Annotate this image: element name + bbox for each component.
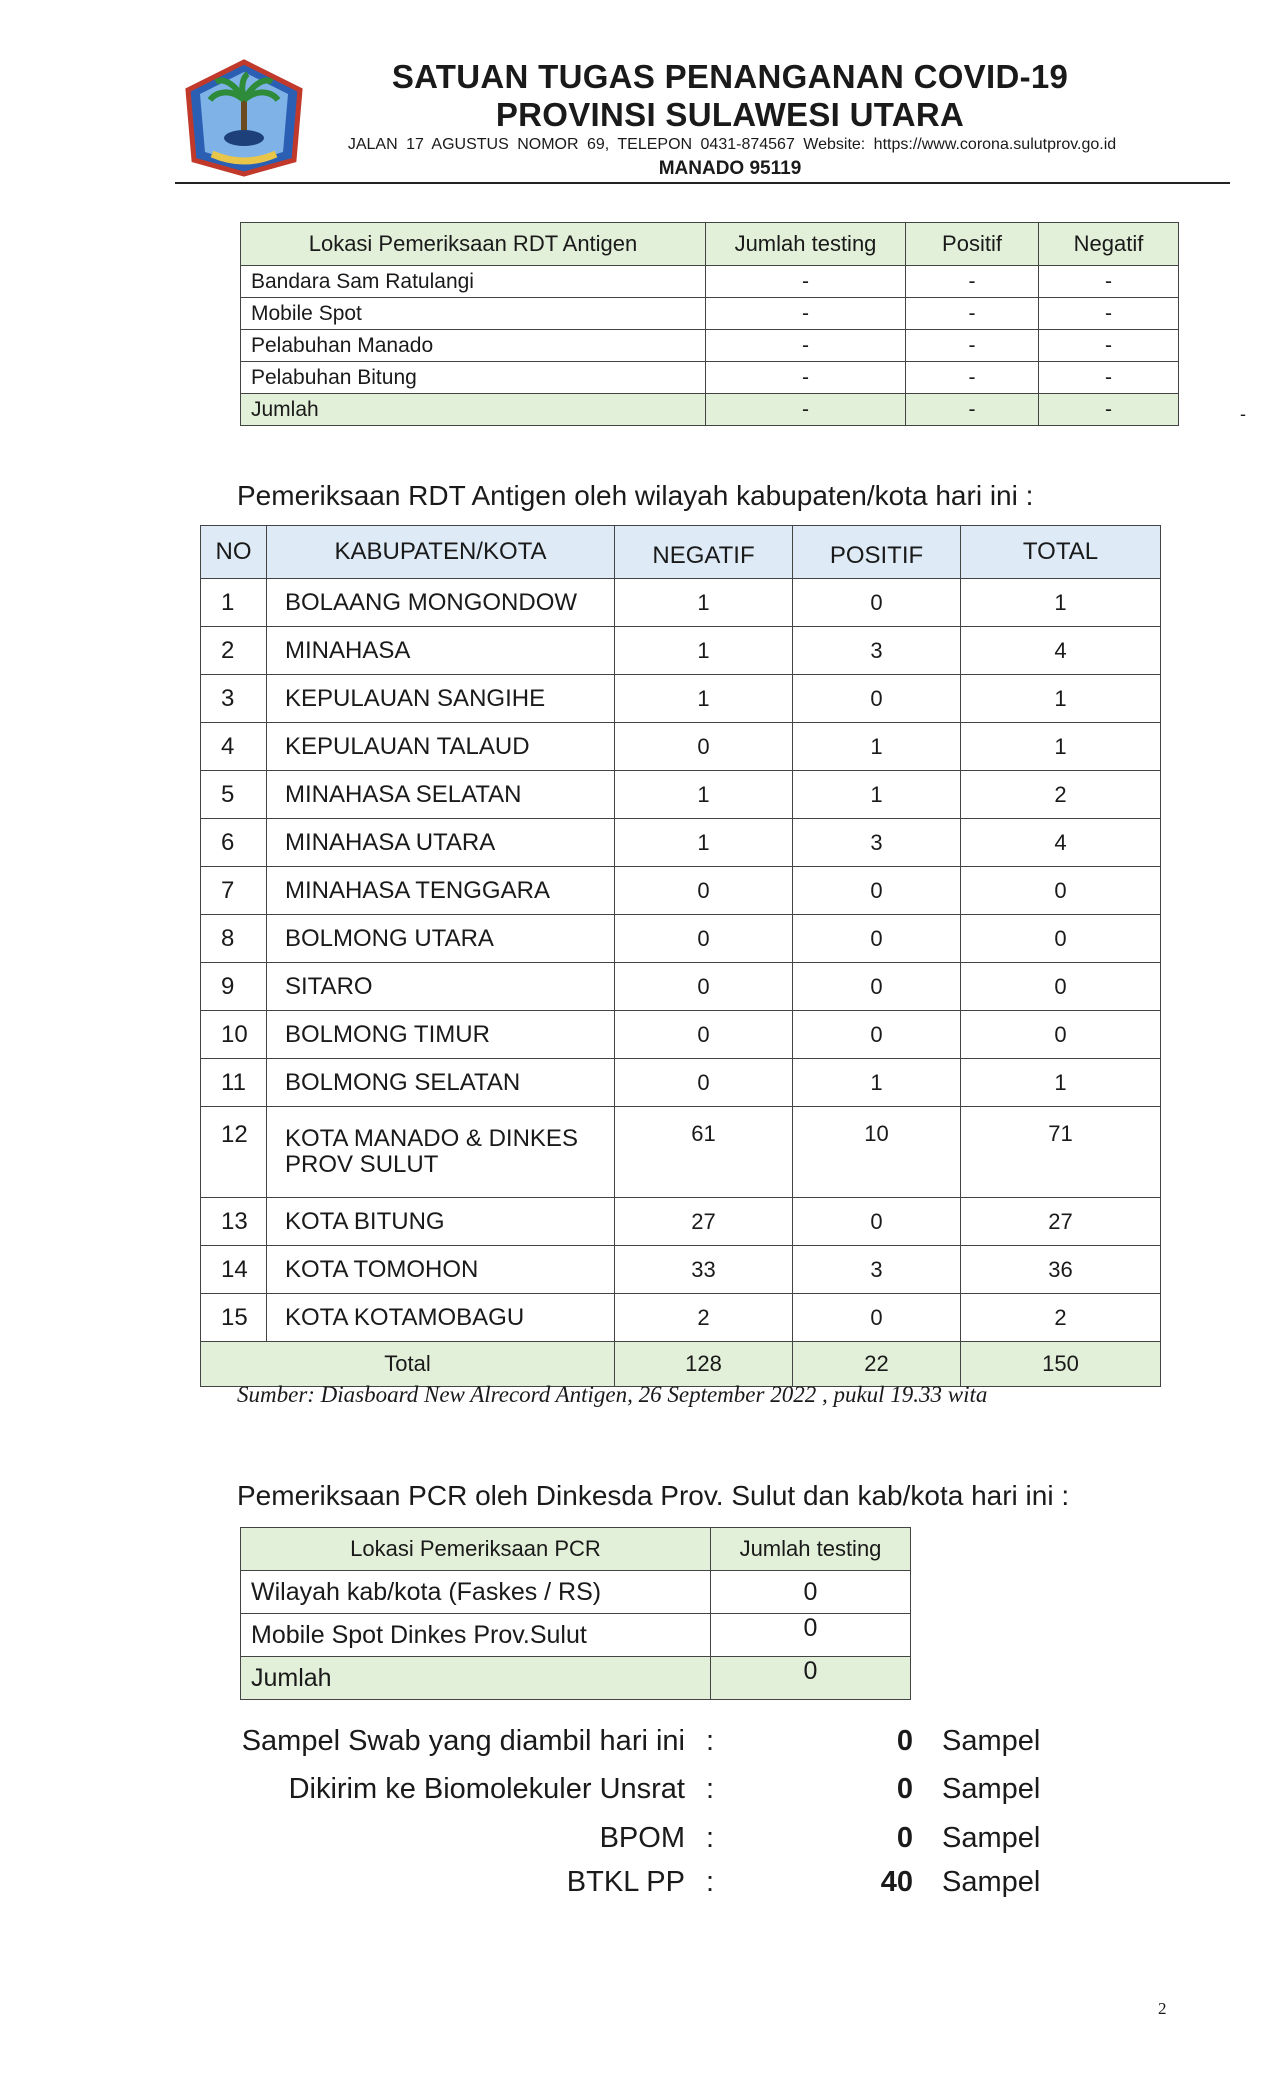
cell-testing: - [706, 298, 906, 330]
cell-no: 3 [201, 675, 267, 723]
cell-no: 6 [201, 819, 267, 867]
rdt-region-table [200, 525, 1161, 1387]
table-row [201, 819, 1161, 867]
sample-label: BPOM [599, 1822, 685, 1854]
cell-region: SITARO [267, 963, 615, 1011]
cell-positive: 0 [793, 675, 961, 723]
col-header-negative: NEGATIF [615, 526, 793, 579]
cell-negative: - [1039, 330, 1179, 362]
cell-location: Mobile Spot [241, 298, 706, 330]
cell-negative: 1 [615, 771, 793, 819]
cell-region: KEPULAUAN SANGIHE [267, 675, 615, 723]
cell-total: 1 [961, 579, 1161, 627]
cell-pcr-total-label: Jumlah [241, 1657, 711, 1700]
cell-negative: 27 [615, 1198, 793, 1246]
cell-positive: 3 [793, 627, 961, 675]
cell-negative: 1 [615, 675, 793, 723]
cell-positive: 0 [793, 1198, 961, 1246]
cell-location: Pelabuhan Bitung [241, 362, 706, 394]
cell-region: MINAHASA SELATAN [267, 771, 615, 819]
cell-total: 1 [961, 723, 1161, 771]
sample-row-btkl [0, 1866, 1275, 1906]
cell-positive: - [906, 266, 1039, 298]
table-row [201, 1198, 1161, 1246]
cell-negative: - [1039, 298, 1179, 330]
sample-unit: Sampel [942, 1773, 1041, 1805]
cell-negative: - [1039, 266, 1179, 298]
cell-location: Bandara Sam Ratulangi [241, 266, 706, 298]
cell-region: MINAHASA UTARA [267, 819, 615, 867]
sample-label: Dikirim ke Biomolekuler Unsrat [288, 1773, 685, 1805]
cell-region: BOLMONG UTARA [267, 915, 615, 963]
cell-total: 4 [961, 627, 1161, 675]
cell-positive: 0 [793, 579, 961, 627]
page-number: 2 [1158, 1999, 1167, 2018]
source-note: Sumber: Diasboard New Alrecord Antigen, 26 September 2022 , pukul 19.33 wita [237, 1382, 988, 1407]
cell-positive: 0 [793, 963, 961, 1011]
header-divider [175, 182, 1230, 184]
cell-total-positive: 22 [793, 1342, 961, 1387]
cell-positive: - [906, 298, 1039, 330]
cell-location: Pelabuhan Manado [241, 330, 706, 362]
col-header-pcr-location: Lokasi Pemeriksaan PCR [241, 1528, 711, 1571]
table-total-row [241, 394, 1179, 426]
cell-no: 5 [201, 771, 267, 819]
cell-no: 1 [201, 579, 267, 627]
cell-no: 13 [201, 1198, 267, 1246]
table-row [201, 1246, 1161, 1294]
cell-region: KOTA BITUNG [267, 1198, 615, 1246]
cell-no: 2 [201, 627, 267, 675]
cell-testing: - [706, 266, 906, 298]
cell-testing: - [706, 330, 906, 362]
col-header-negative: Negatif [1039, 223, 1179, 266]
cell-positive: - [906, 330, 1039, 362]
cell-testing: - [706, 362, 906, 394]
cell-total: 0 [961, 963, 1161, 1011]
cell-positive: 0 [793, 1011, 961, 1059]
table-row [241, 362, 1179, 394]
cell-region: KOTA MANADO & DINKES PROV SULUT [267, 1107, 615, 1198]
sample-unit: Sampel [942, 1725, 1041, 1757]
cell-positive: 1 [793, 723, 961, 771]
sample-row-bpom [0, 1822, 1275, 1862]
cell-positive: 0 [793, 1294, 961, 1342]
cell-positive: 3 [793, 819, 961, 867]
cell-no: 10 [201, 1011, 267, 1059]
cell-positive: 1 [793, 1059, 961, 1107]
cell-negative: - [1039, 362, 1179, 394]
cell-region: KOTA KOTAMOBAGU [267, 1294, 615, 1342]
sample-value: 0 [896, 1725, 913, 1757]
table-row [201, 1294, 1161, 1342]
sample-value: 0 [896, 1773, 913, 1805]
cell-positive: 10 [793, 1107, 961, 1198]
cell-total-label: Total [201, 1342, 615, 1387]
cell-total: 2 [961, 771, 1161, 819]
table-row [201, 915, 1161, 963]
section-title-pcr: Pemeriksaan PCR oleh Dinkesda Prov. Sulut dan kab/kota hari ini : [237, 1480, 1070, 1511]
table-row [201, 723, 1161, 771]
cell-no: 14 [201, 1246, 267, 1294]
col-header-testing: Jumlah testing [706, 223, 906, 266]
cell-total-label: Jumlah [241, 394, 706, 426]
cell-negative: 2 [615, 1294, 793, 1342]
cell-no: 15 [201, 1294, 267, 1342]
table-row [201, 627, 1161, 675]
sample-row-swab [0, 1725, 1275, 1765]
col-header-positive: POSITIF [793, 526, 961, 579]
table-row [241, 298, 1179, 330]
sample-unit: Sampel [942, 1866, 1041, 1898]
cell-negative: 1 [615, 627, 793, 675]
cell-total: 2 [961, 1294, 1161, 1342]
cell-total: 0 [961, 1011, 1161, 1059]
sample-colon: : [706, 1725, 715, 1757]
cell-total-negative: 128 [615, 1342, 793, 1387]
cell-positive: - [906, 362, 1039, 394]
cell-no: 8 [201, 915, 267, 963]
table-row [201, 1107, 1161, 1198]
cell-negative: 33 [615, 1246, 793, 1294]
table-header-row [241, 1528, 911, 1571]
section-title-rdt-region: Pemeriksaan RDT Antigen oleh wilayah kabupaten/kota hari ini : [237, 480, 1034, 511]
cell-negative: 0 [615, 915, 793, 963]
table-row [201, 867, 1161, 915]
cell-pcr-location: Wilayah kab/kota (Faskes / RS) [241, 1571, 711, 1614]
table-header-row [241, 223, 1179, 266]
table-row [201, 771, 1161, 819]
cell-negative: 0 [615, 1059, 793, 1107]
cell-positive: 0 [793, 867, 961, 915]
sample-row-unsrat [0, 1773, 1275, 1813]
cell-negative: 0 [615, 963, 793, 1011]
cell-no: 9 [201, 963, 267, 1011]
table-row [201, 963, 1161, 1011]
sample-colon: : [706, 1822, 715, 1854]
cell-pcr-total-value: 0 [711, 1657, 911, 1700]
sample-label: BTKL PP [566, 1866, 685, 1898]
table-row [241, 1614, 911, 1657]
province-emblem-icon [182, 58, 306, 178]
sample-value: 0 [896, 1822, 913, 1854]
header-address: JALAN 17 AGUSTUS NOMOR 69, TELEPON 0431-874567 Website: https://www.corona.sulutprov.go.id [347, 136, 1117, 153]
table-row [201, 1059, 1161, 1107]
col-header-location: Lokasi Pemeriksaan RDT Antigen [241, 223, 706, 266]
col-header-positive: Positif [906, 223, 1039, 266]
cell-pcr-testing: 0 [711, 1571, 911, 1614]
table-row [201, 579, 1161, 627]
cell-negative: 1 [615, 819, 793, 867]
cell-no: 7 [201, 867, 267, 915]
cell-region: MINAHASA TENGGARA [267, 867, 615, 915]
cell-positive: 3 [793, 1246, 961, 1294]
cell-pcr-location: Mobile Spot Dinkes Prov.Sulut [241, 1614, 711, 1657]
cell-pcr-testing: 0 [711, 1614, 911, 1657]
cell-region: MINAHASA [267, 627, 615, 675]
table-header-row [201, 526, 1161, 579]
col-header-pcr-testing: Jumlah testing [711, 1528, 911, 1571]
cell-total: 0 [961, 867, 1161, 915]
cell-region: KEPULAUAN TALAUD [267, 723, 615, 771]
col-header-no: NO [201, 526, 267, 579]
cell-total: 1 [961, 675, 1161, 723]
cell-total: 71 [961, 1107, 1161, 1198]
pcr-table [240, 1527, 911, 1700]
table-total-row [201, 1342, 1161, 1387]
cell-negative: 0 [615, 723, 793, 771]
header-title-line1: SATUAN TUGAS PENANGANAN COVID-19 [391, 58, 1069, 95]
cell-negative: 0 [615, 867, 793, 915]
table-row [241, 266, 1179, 298]
sample-colon: : [706, 1866, 715, 1898]
col-header-region: KABUPATEN/KOTA [267, 526, 615, 579]
cell-total: 4 [961, 819, 1161, 867]
cell-total-negative: - [1039, 394, 1179, 426]
cell-total-positive: - [906, 394, 1039, 426]
cell-region: BOLAANG MONGONDOW [267, 579, 615, 627]
sample-unit: Sampel [942, 1822, 1041, 1854]
cell-total: 0 [961, 915, 1161, 963]
cell-region: BOLMONG TIMUR [267, 1011, 615, 1059]
header-title-line2: PROVINSI SULAWESI UTARA [495, 96, 965, 133]
header-city: MANADO 95119 [658, 158, 802, 179]
cell-total-testing: - [706, 394, 906, 426]
cell-no: 12 [201, 1107, 267, 1198]
rdt-location-table [240, 222, 1179, 426]
table-total-row [241, 1657, 911, 1700]
cell-positive: 1 [793, 771, 961, 819]
cell-total-total: 150 [961, 1342, 1161, 1387]
cell-no: 4 [201, 723, 267, 771]
table-row [241, 330, 1179, 362]
table-row [201, 675, 1161, 723]
stray-mark: - [1240, 404, 1246, 424]
cell-region: BOLMONG SELATAN [267, 1059, 615, 1107]
table-row [201, 1011, 1161, 1059]
cell-total: 1 [961, 1059, 1161, 1107]
cell-total: 36 [961, 1246, 1161, 1294]
cell-region: KOTA TOMOHON [267, 1246, 615, 1294]
cell-positive: 0 [793, 915, 961, 963]
sample-value: 40 [880, 1866, 913, 1898]
table-row [241, 1571, 911, 1614]
cell-negative: 61 [615, 1107, 793, 1198]
cell-total: 27 [961, 1198, 1161, 1246]
cell-no: 11 [201, 1059, 267, 1107]
sample-colon: : [706, 1773, 715, 1805]
cell-negative: 1 [615, 579, 793, 627]
sample-label: Sampel Swab yang diambil hari ini [241, 1725, 685, 1757]
cell-negative: 0 [615, 1011, 793, 1059]
col-header-total: TOTAL [961, 526, 1161, 579]
